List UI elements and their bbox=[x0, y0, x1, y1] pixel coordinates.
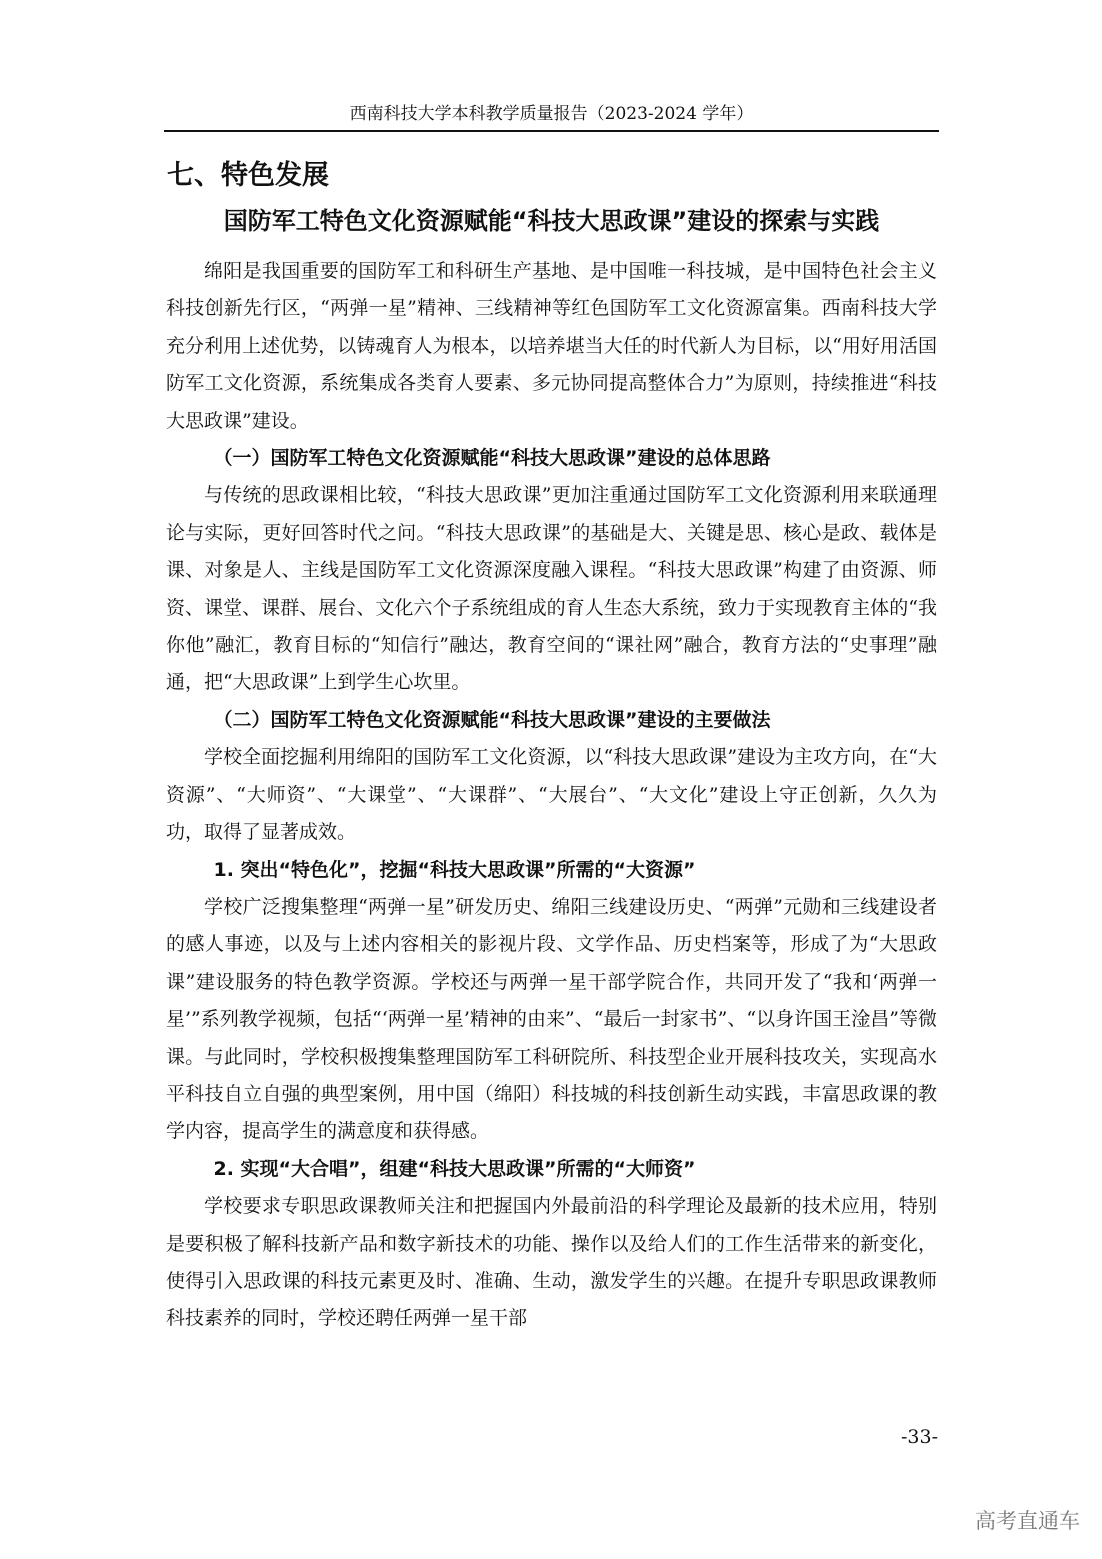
subheading-main-practices: （二）国防军工特色文化资源赋能“科技大思政课”建设的主要做法 bbox=[213, 708, 771, 731]
section-title: 七、特色发展 bbox=[167, 160, 329, 191]
subheading-overall-approach: （一）国防军工特色文化资源赋能“科技大思政课”建设的总体思路 bbox=[213, 447, 771, 470]
paragraph-overall-approach: 与传统的思政课相比较，“科技大思政课”更加注重通过国防军工文化资源利用来联通理论与实际，更好回答时代之问。“科技大思政课”的基础是大、关键是思、核心是政、载体是课、对象是人、主线是国防军工文化资源深度融入课程。“科技大思政课”构建了由资源、师资、课堂、课群、展台、文化六个子系统组成的育人生态大系统，致力于实现教育主体的“我你他”融汇，教育目标的“知信行”融达，教育空间的“课社网”融合，教育方法的“史事理”融通，把“大思政课”上到学生心坎里。 bbox=[166, 484, 937, 694]
running-header: 西南科技大学本科教学质量报告（2023-2024 学年） bbox=[349, 104, 754, 124]
paragraph-intro: 绵阳是我国重要的国防军工和科研生产基地、是中国唯一科技城，是中国特色社会主义科技创新先行区，“两弹一星”精神、三线精神等红色国防军工文化资源富集。西南科技大学充分利用上述优势，以铸魂育人为根本，以培养堪当大任的时代新人为目标，以“用好用活国防军工文化资源，系统集成各类育人要素、多元协同提高整体合力”为原则，持续推进“科技大思政课”建设。 bbox=[166, 260, 937, 432]
subheading-big-faculty: 2. 实现“大合唱”，组建“科技大思政课”所需的“大师资” bbox=[213, 1157, 696, 1180]
paragraph-big-faculty: 学校要求专职思政课教师关注和把握国内外最前沿的科学理论及最新的技术应用，特别是要积极了解科技新产品和数字新技术的功能、操作以及给人们的工作生活带来的新变化，使得引入思政课的科技元素更及时、准确、生动，激发学生的兴趣。在提升专职思政课教师科技素养的同时，学校还聘任两弹一星干部 bbox=[166, 1195, 937, 1330]
article-title: 国防军工特色文化资源赋能“科技大思政课”建设的探索与实践 bbox=[223, 207, 880, 235]
paragraph-main-practices: 学校全面挖掘利用绵阳的国防军工文化资源，以“科技大思政课”建设为主攻方向，在“大资源”、“大师资”、“大课堂”、“大课群”、“大展台”、“大文化”建设上守正创新，久久为功，取得了显著成效。 bbox=[166, 746, 937, 844]
page-number: -33- bbox=[900, 1426, 938, 1448]
header-rule bbox=[164, 130, 939, 132]
paragraph-big-resources: 学校广泛搜集整理“两弹一星”研发历史、绵阳三线建设历史、“两弹”元勋和三线建设者的感人事迹，以及与上述内容相关的影视片段、文学作品、历史档案等，形成了为“大思政课”建设服务的特色教学资源。学校还与两弹一星干部学院合作，共同开发了“我和‘两弹一星’”系列教学视频，包括“‘两弹一星’精神的由来”、“最后一封家书”、“以身许国王淦昌”等微课。与此同时，学校积极搜集整理国防军工科研院所、科技型企业开展科技攻关，实现高水平科技自立自强的典型案例，用中国（绵阳）科技城的科技创新生动实践，丰富思政课的教学内容，提高学生的满意度和获得感。 bbox=[166, 895, 937, 1143]
body-text bbox=[166, 253, 937, 1338]
subheading-big-resources: 1. 突出“特色化”，挖掘“科技大思政课”所需的“大资源” bbox=[213, 858, 696, 881]
watermark: 高考直通车 bbox=[975, 1509, 1080, 1533]
